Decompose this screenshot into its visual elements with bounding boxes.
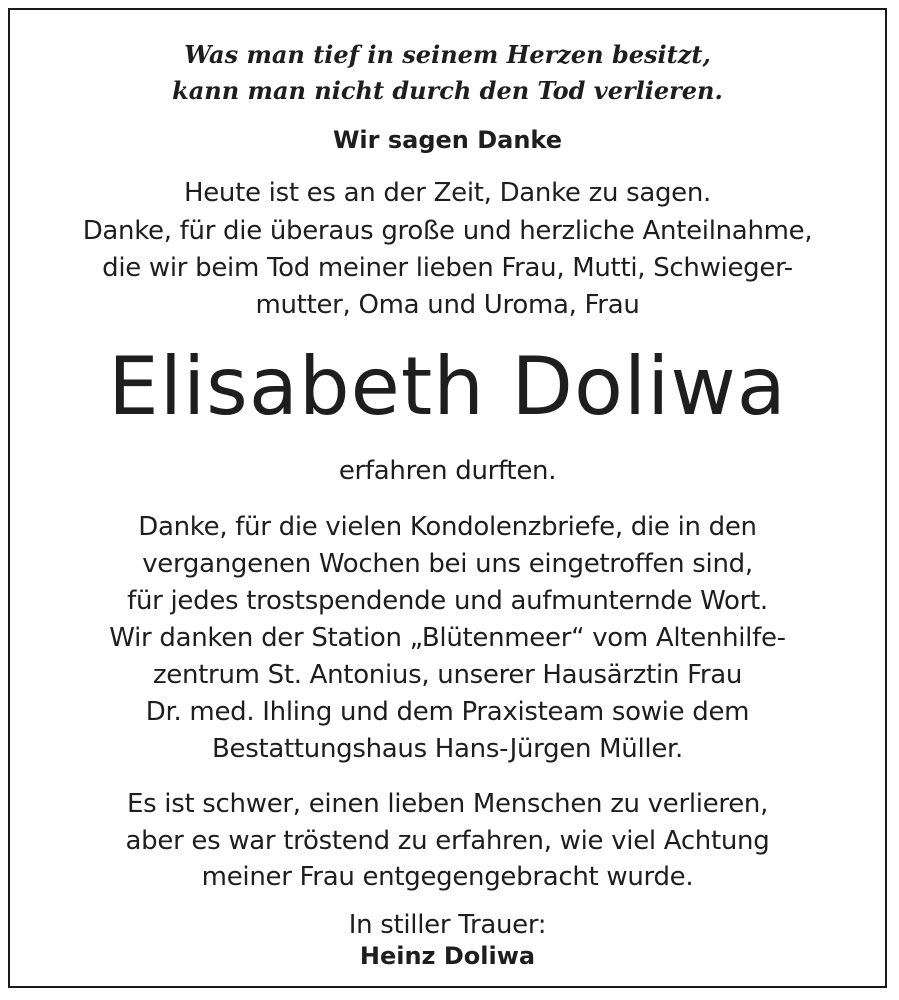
- deceased-name: Elisabeth Doliwa: [108, 340, 787, 433]
- signature: Heinz Doliwa: [359, 942, 536, 970]
- closing-line-3: meiner Frau entgegengebracht wurde.: [201, 862, 694, 892]
- obituary-notice: [8, 8, 887, 988]
- thanks-line-3: für jedes trostspendende und aufmunternde Wort.: [127, 586, 768, 616]
- intro-line-1: Heute ist es an der Zeit, Danke zu sagen.: [183, 178, 712, 208]
- closing-line-1: Es ist schwer, einen lieben Menschen zu verlieren,: [126, 789, 769, 819]
- thanks-line-4: Wir danken der Station „Blütenmeer“ vom Altenhilfe-: [109, 623, 786, 653]
- mourning-text: In stiller Trauer:: [348, 910, 547, 940]
- thanks-line-6: Dr. med. Ihling und dem Praxisteam sowie dem: [145, 697, 750, 727]
- intro-line-3: die wir beim Tod meiner lieben Frau, Mutti, Schwieger-: [102, 253, 793, 283]
- motto-line-2: kann man nicht durch den Tod verlieren.: [172, 76, 723, 105]
- thanks-line-1: Danke, für die vielen Kondolenzbriefe, die in den: [138, 512, 757, 542]
- thanks-line-5: zentrum St. Antonius, unserer Hausärztin Frau: [152, 660, 743, 690]
- heading: Wir sagen Danke: [332, 126, 563, 154]
- after-name-text: erfahren durften.: [338, 456, 557, 486]
- thanks-line-2: vergangenen Wochen bei uns eingetroffen sind,: [142, 549, 753, 579]
- intro-line-4: mutter, Oma und Uroma, Frau: [255, 290, 640, 320]
- motto-line-1: Was man tief in seinem Herzen besitzt,: [184, 40, 711, 69]
- intro-line-2: Danke, für die überaus große und herzliche Anteilnahme,: [82, 216, 813, 246]
- thanks-line-7: Bestattungshaus Hans-Jürgen Müller.: [212, 734, 683, 764]
- closing-line-2: aber es war tröstend zu erfahren, wie viel Achtung: [125, 826, 770, 856]
